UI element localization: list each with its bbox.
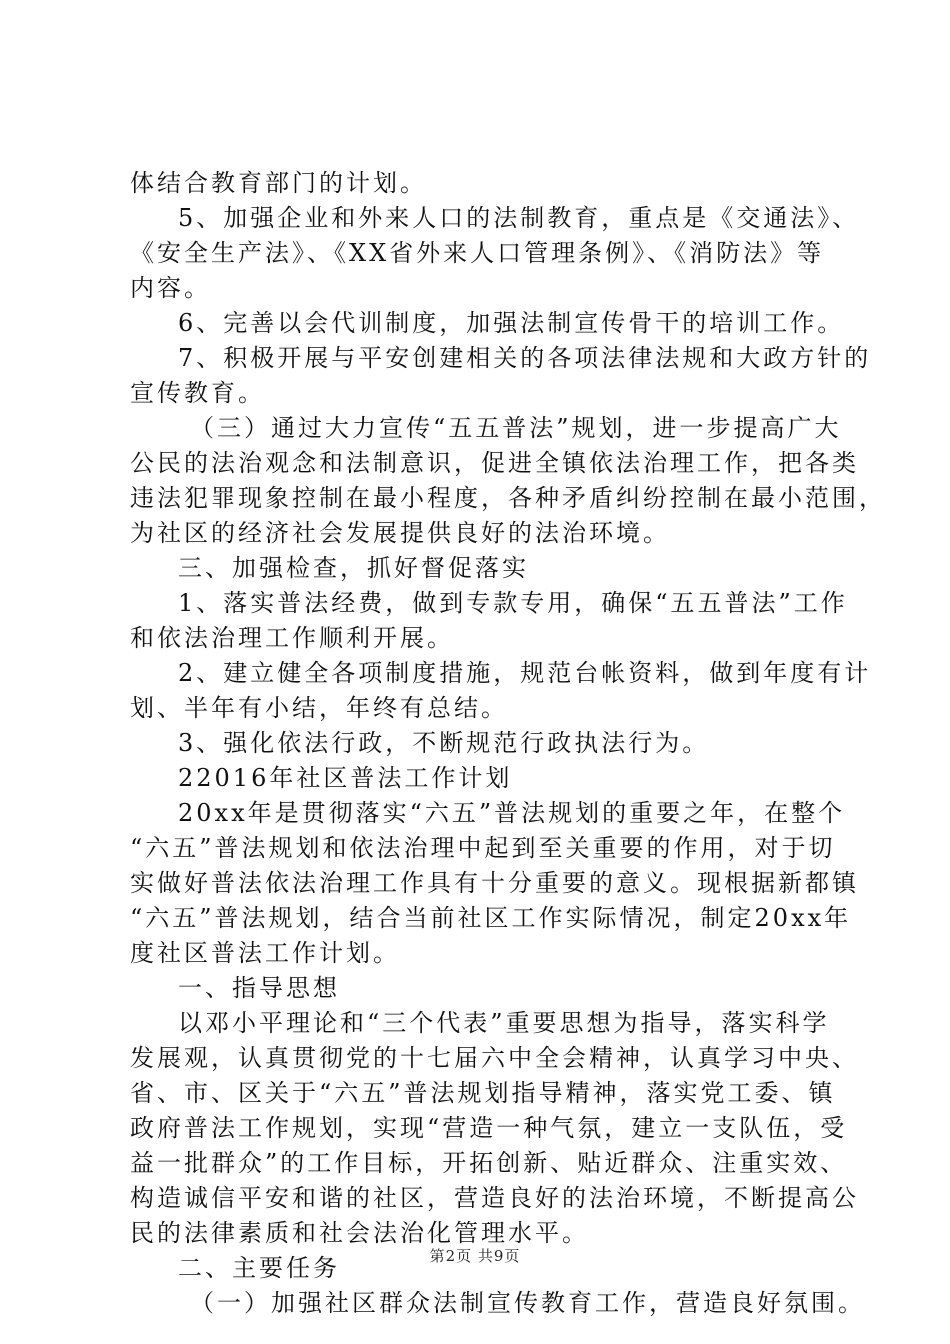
text-line: 为社区的经济社会发展提供良好的法治环境。: [130, 519, 670, 547]
text-line: “六五”普法规划，结合当前社区工作实际情况，制定20xx年: [130, 904, 852, 932]
document-title: 22016年社区普法工作计划: [178, 764, 513, 792]
text-line: 划、半年有小结，年终有总结。: [130, 694, 508, 722]
text-line: 实做好普法依法治理工作具有十分重要的意义。现根据新都镇: [130, 869, 859, 897]
text-line: 民的法律素质和社会法治化管理水平。: [130, 1219, 589, 1247]
text-line: 省、市、区关于“六五”普法规划指导精神，落实党工委、镇: [130, 1079, 836, 1107]
text-line: 构造诚信平安和谐的社区，营造良好的法治环境，不断提高公: [130, 1184, 859, 1212]
text-line: 1、落实普法经费，做到专款专用，确保“五五普法”工作: [178, 589, 848, 617]
text-line: 《安全生产法》、《XX省外来人口管理条例》、《消防法》等: [130, 239, 825, 267]
text-line: 20xx年是贯彻落实“六五”普法规划的重要之年，在整个: [178, 799, 846, 827]
text-line: 7、积极开展与平安创建相关的各项法律法规和大政方针的: [178, 344, 872, 372]
text-line: 和依法治理工作顺利开展。: [130, 624, 454, 652]
text-line: 益一批群众”的工作目标，开拓创新、贴近群众、注重实效、: [130, 1149, 848, 1177]
text-line: “六五”普法规划和依法治理中起到至关重要的作用，对于切: [130, 834, 836, 862]
text-line: 发展观，认真贯彻党的十七届六中全会精神，认真学习中央、: [130, 1044, 859, 1072]
text-line: 度社区普法工作计划。: [130, 939, 400, 967]
text-line: 5、加强企业和外来人口的法制教育，重点是《交通法》、: [178, 204, 860, 232]
text-line: 3、强化依法行政，不断规范行政执法行为。: [178, 729, 710, 757]
text-line: 体结合教育部门的计划。: [130, 169, 427, 197]
text-line: 违法犯罪现象控制在最小程度，各种矛盾纠纷控制在最小范围，: [130, 484, 886, 512]
text-line: 政府普法工作规划，实现“营造一种气氛，建立一支队伍，受: [130, 1114, 848, 1142]
text-line: （一）加强社区群众法制宣传教育工作，营造良好氛围。: [190, 1289, 865, 1317]
text-line: 2、建立健全各项制度措施，规范台帐资料，做到年度有计: [178, 659, 872, 687]
section-heading: 三、加强检查，抓好督促落实: [178, 554, 529, 582]
page-number-footer: 第2页 共9页: [429, 1247, 521, 1265]
section-heading: 二、主要任务: [178, 1254, 340, 1282]
text-line: 内容。: [130, 274, 211, 302]
text-line: 公民的法治观念和法制意识，促进全镇依法治理工作，把各类: [130, 449, 859, 477]
document-body: [130, 166, 886, 1321]
text-line: 宣传教育。: [130, 379, 265, 407]
text-line: （三）通过大力宣传“五五普法”规划，进一步提高广大: [190, 414, 842, 442]
text-line: 以邓小平理论和“三个代表”重要思想为指导，落实科学: [178, 1009, 830, 1037]
text-line: 6、完善以会代训制度，加强法制宣传骨干的培训工作。: [178, 309, 845, 337]
section-heading: 一、指导思想: [178, 974, 340, 1002]
